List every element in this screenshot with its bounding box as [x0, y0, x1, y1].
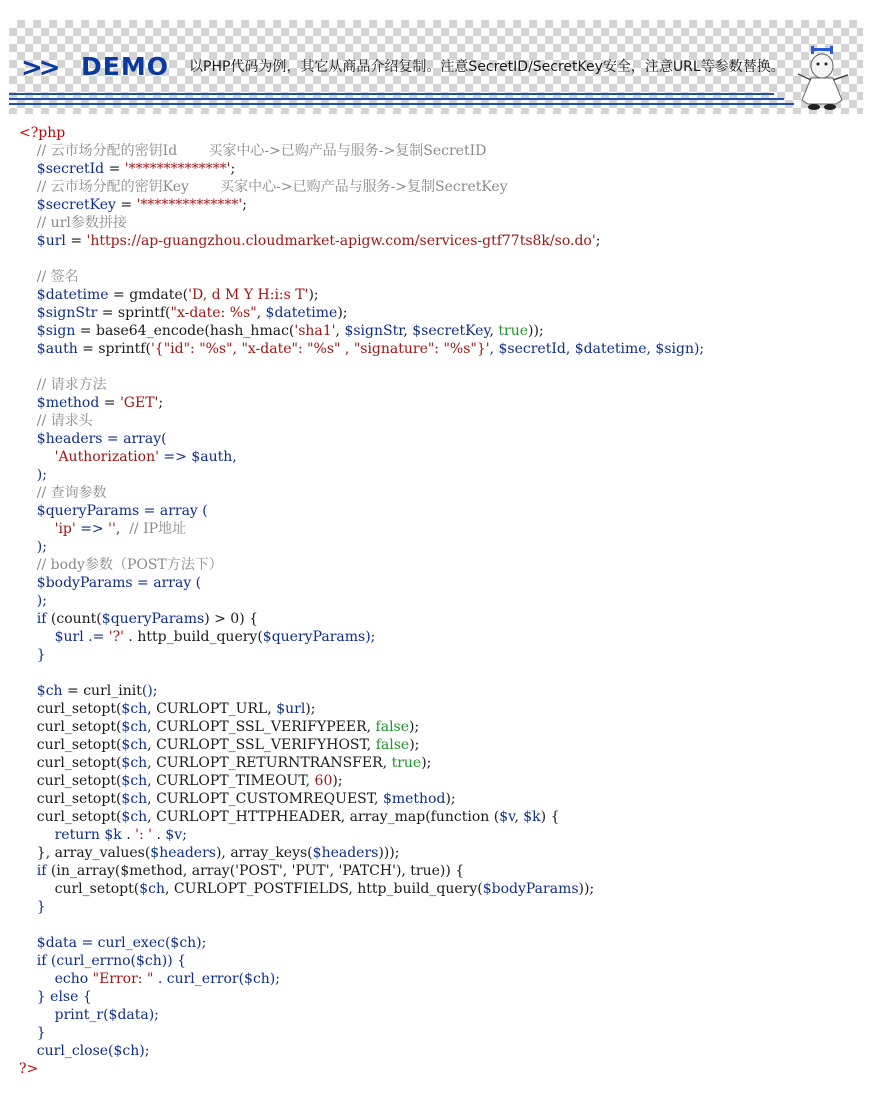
code-token: $k [523, 809, 541, 825]
code-token: , $secretId, $datetime, $sign); [489, 341, 705, 357]
code-token: curl_setopt( [19, 809, 122, 825]
code-token: '**************' [124, 161, 231, 177]
code-token: , CURLOPT_RETURNTRANSFER, [147, 755, 392, 771]
code-token: curl_close($ch); [19, 1043, 150, 1059]
code-token: echo [19, 971, 93, 987]
code-token: ); [445, 791, 456, 807]
code-token: => $auth, [158, 449, 237, 465]
code-token: = sprintf( [97, 305, 171, 321]
code-token: <?php [19, 125, 66, 141]
code-token: '{"id": "%s", "x-date": "%s" , "signature": "%s"}' [150, 341, 490, 357]
code-line [19, 772, 704, 790]
code-token: print_r($data); [19, 1007, 159, 1023]
code-token: false [375, 719, 410, 735]
code-line [19, 304, 704, 322]
code-token: => [75, 521, 109, 537]
code-line [19, 232, 704, 250]
code-token: '?' [108, 629, 124, 645]
code-line [19, 250, 704, 268]
code-token: // body参数（POST方法下） [19, 557, 223, 573]
code-token: $secretKey [412, 323, 490, 339]
code-token: ; [595, 233, 601, 249]
code-token: $ch [121, 773, 148, 789]
code-line [19, 970, 704, 988]
code-token: . [152, 827, 166, 843]
code-line [19, 880, 704, 898]
code-token: ), array_keys( [215, 845, 313, 861]
code-line [19, 934, 704, 952]
code-line [19, 484, 704, 502]
code-token: ); [409, 719, 420, 735]
code-token: = curl_init [62, 683, 142, 699]
code-token: "Error: " [92, 971, 154, 987]
code-token: $ch [121, 791, 148, 807]
banner-title: DEMO [81, 52, 169, 81]
code-token: if [19, 863, 47, 879]
code-token: // 签名 [19, 269, 79, 285]
code-line [19, 790, 704, 808]
code-token: = gmdate( [108, 287, 189, 303]
code-token: $bodyParams [482, 881, 579, 897]
code-token: $sign [19, 323, 76, 339]
code-token: } [19, 899, 46, 915]
code-line [19, 754, 704, 772]
code-line [19, 952, 704, 970]
code-line [19, 160, 704, 178]
code-token: . [121, 827, 136, 843]
code-token: if (curl_errno($ch)) { [19, 953, 187, 969]
code-token: ); [305, 701, 316, 717]
code-token: , [489, 323, 499, 339]
code-token: curl_setopt( [19, 881, 140, 897]
code-token: 'Authorization' [19, 449, 159, 465]
code-line [19, 268, 704, 286]
code-token: ); [19, 539, 47, 555]
code-token: ); [365, 629, 376, 645]
code-token: 'sha1' [294, 323, 336, 339]
code-token: $ch [19, 683, 63, 699]
code-token: (); [141, 683, 158, 699]
code-token: ); [332, 773, 343, 789]
code-token: } [19, 647, 46, 663]
code-token: . http_build_query( [123, 629, 263, 645]
banner-divider-lines [9, 93, 794, 109]
code-token: , CURLOPT_SSL_VERIFYPEER, [147, 719, 376, 735]
code-token: curl_setopt( [19, 773, 122, 789]
code-line [19, 1060, 704, 1078]
code-token: = [104, 161, 125, 177]
code-token: (in_array($method, array('POST', 'PUT', 'PATCH'), true)) { [46, 863, 465, 879]
code-token: 60 [314, 773, 333, 789]
code-token: 'GET' [119, 395, 159, 411]
code-line [19, 502, 704, 520]
code-token: $datetime [265, 305, 338, 321]
code-token: }, array_values( [19, 845, 151, 861]
code-line [19, 394, 704, 412]
code-token: $url [19, 233, 66, 249]
code-token: = [115, 197, 137, 213]
code-token: ?> [19, 1061, 39, 1077]
code-token: ); [337, 305, 348, 321]
code-token: $ch [121, 701, 148, 717]
code-token: $headers [150, 845, 216, 861]
code-token: , CURLOPT_TIMEOUT, [147, 773, 315, 789]
code-token: 'https://ap-guangzhou.cloudmarket-apigw.com/services-gtf77ts8k/so.do' [86, 233, 596, 249]
code-token: // url参数拼接 [19, 215, 127, 231]
code-token: // 查询参数 [19, 485, 107, 501]
code-token: = [65, 233, 87, 249]
code-line [19, 682, 704, 700]
code-token: $secretKey [19, 197, 116, 213]
code-line [19, 808, 704, 826]
code-line [19, 124, 704, 142]
code-token: $datetime [19, 287, 109, 303]
code-token: , [403, 323, 413, 339]
code-token: , CURLOPT_POSTFIELDS, http_build_query( [164, 881, 483, 897]
code-token: ; [230, 161, 236, 177]
code-line [19, 178, 704, 196]
code-line [19, 664, 704, 682]
code-line [19, 574, 704, 592]
code-token: = [99, 395, 120, 411]
code-line [19, 358, 704, 376]
code-token: } [19, 1025, 46, 1041]
code-token: ); [19, 467, 47, 483]
code-token: $url [276, 701, 306, 717]
code-token: , [115, 521, 130, 537]
code-token: $ch [121, 755, 148, 771]
code-token: curl_setopt( [19, 719, 122, 735]
code-line [19, 862, 704, 880]
code-line [19, 286, 704, 304]
code-line [19, 214, 704, 232]
code-line [19, 322, 704, 340]
code-token: curl_setopt( [19, 755, 122, 771]
code-line [19, 538, 704, 556]
code-line [19, 1042, 704, 1060]
code-token: $v [499, 809, 515, 825]
code-token: , [514, 809, 524, 825]
code-line [19, 610, 704, 628]
code-token: , CURLOPT_SSL_VERIFYHOST, [147, 737, 376, 753]
code-token: $ch [121, 809, 148, 825]
code-token: $auth [19, 341, 78, 357]
code-token: = base64_encode(hash_hmac( [75, 323, 295, 339]
code-line [19, 340, 704, 358]
code-token: ))); [378, 845, 400, 861]
code-token: )); [528, 323, 544, 339]
code-line [19, 196, 704, 214]
code-token: return $k [19, 827, 122, 843]
code-token: , CURLOPT_CUSTOMREQUEST, [147, 791, 383, 807]
demo-banner [9, 20, 863, 114]
code-line [19, 700, 704, 718]
code-token: ) > 0) { [204, 611, 259, 627]
code-line [19, 646, 704, 664]
code-token: ) { [540, 809, 560, 825]
code-line [19, 916, 704, 934]
code-token: // 云市场分配的密钥Key 买家中心->已购产品与服务->复制SecretKey [19, 179, 508, 195]
code-token: $signStr [344, 323, 404, 339]
code-token: '' [108, 521, 116, 537]
code-line [19, 376, 704, 394]
code-token: 'D, d M Y H:i:s T' [188, 287, 309, 303]
code-token: true [391, 755, 422, 771]
code-line [19, 448, 704, 466]
code-token: // 云市场分配的密钥Id 买家中心->已购产品与服务->复制SecretID [19, 143, 487, 159]
mascot-figure-icon [794, 44, 850, 112]
code-token: // 请求方法 [19, 377, 107, 393]
code-token: ; [242, 197, 247, 213]
code-line [19, 898, 704, 916]
code-token: . curl_error($ch); [153, 971, 280, 987]
banner-description: 以PHP代码为例，其它从商品介绍复制。注意SecretID/SecretKey安全，注意URL等参数替换。 [189, 59, 785, 75]
code-token: '**************' [136, 197, 243, 213]
code-token: $headers [312, 845, 379, 861]
code-token: $ch [121, 719, 148, 735]
code-token: curl_setopt( [19, 737, 122, 753]
code-token: $url .= [19, 629, 109, 645]
code-token: ); [409, 737, 420, 753]
code-token: , [256, 305, 266, 321]
code-token: $bodyParams = array ( [19, 575, 202, 591]
code-token: $queryParams = array ( [19, 503, 208, 519]
code-token: ': ' [135, 827, 153, 843]
code-token: = sprintf( [77, 341, 151, 357]
code-line [19, 520, 704, 538]
code-line [19, 142, 704, 160]
code-token: ; [158, 395, 164, 411]
code-token: curl_setopt( [19, 791, 122, 807]
code-token: false [375, 737, 410, 753]
code-token: )); [578, 881, 595, 897]
code-token: "x-date: %s" [170, 305, 257, 321]
code-token: // 请求头 [19, 413, 93, 429]
code-line [19, 430, 704, 448]
code-token: , CURLOPT_HTTPHEADER, array_map(function ( [147, 809, 500, 825]
code-line [19, 826, 704, 844]
code-token: $data = curl_exec($ch); [19, 935, 207, 951]
code-token: $method [19, 395, 100, 411]
php-code-block [19, 124, 704, 1078]
code-token: $ch [139, 881, 165, 897]
code-token: $headers = array( [19, 431, 167, 447]
code-line [19, 466, 704, 484]
code-token: , CURLOPT_URL, [147, 701, 277, 717]
code-line [19, 1006, 704, 1024]
code-token: $queryParams [262, 629, 366, 645]
code-token: $secretId [19, 161, 105, 177]
code-token: (count( [46, 611, 102, 627]
code-token: } else { [19, 989, 92, 1005]
code-line [19, 718, 704, 736]
code-token: $queryParams [101, 611, 205, 627]
double-chevron-icon: >> [21, 53, 57, 83]
code-line [19, 844, 704, 862]
code-token: ); [308, 287, 319, 303]
code-token: ); [421, 755, 432, 771]
code-token: , [335, 323, 345, 339]
code-token: $v; [165, 827, 187, 843]
code-line [19, 988, 704, 1006]
code-token: if [19, 611, 47, 627]
code-token: // IP地址 [129, 521, 187, 537]
code-token: $signStr [19, 305, 98, 321]
code-token: $method [382, 791, 446, 807]
code-token: $ch [121, 737, 148, 753]
code-line [19, 736, 704, 754]
code-line [19, 592, 704, 610]
code-token: ); [19, 593, 47, 609]
code-line [19, 556, 704, 574]
code-line [19, 412, 704, 430]
code-token: true [498, 323, 529, 339]
code-line [19, 628, 704, 646]
code-token: curl_setopt( [19, 701, 122, 717]
code-token: 'ip' [19, 521, 76, 537]
code-line [19, 1024, 704, 1042]
